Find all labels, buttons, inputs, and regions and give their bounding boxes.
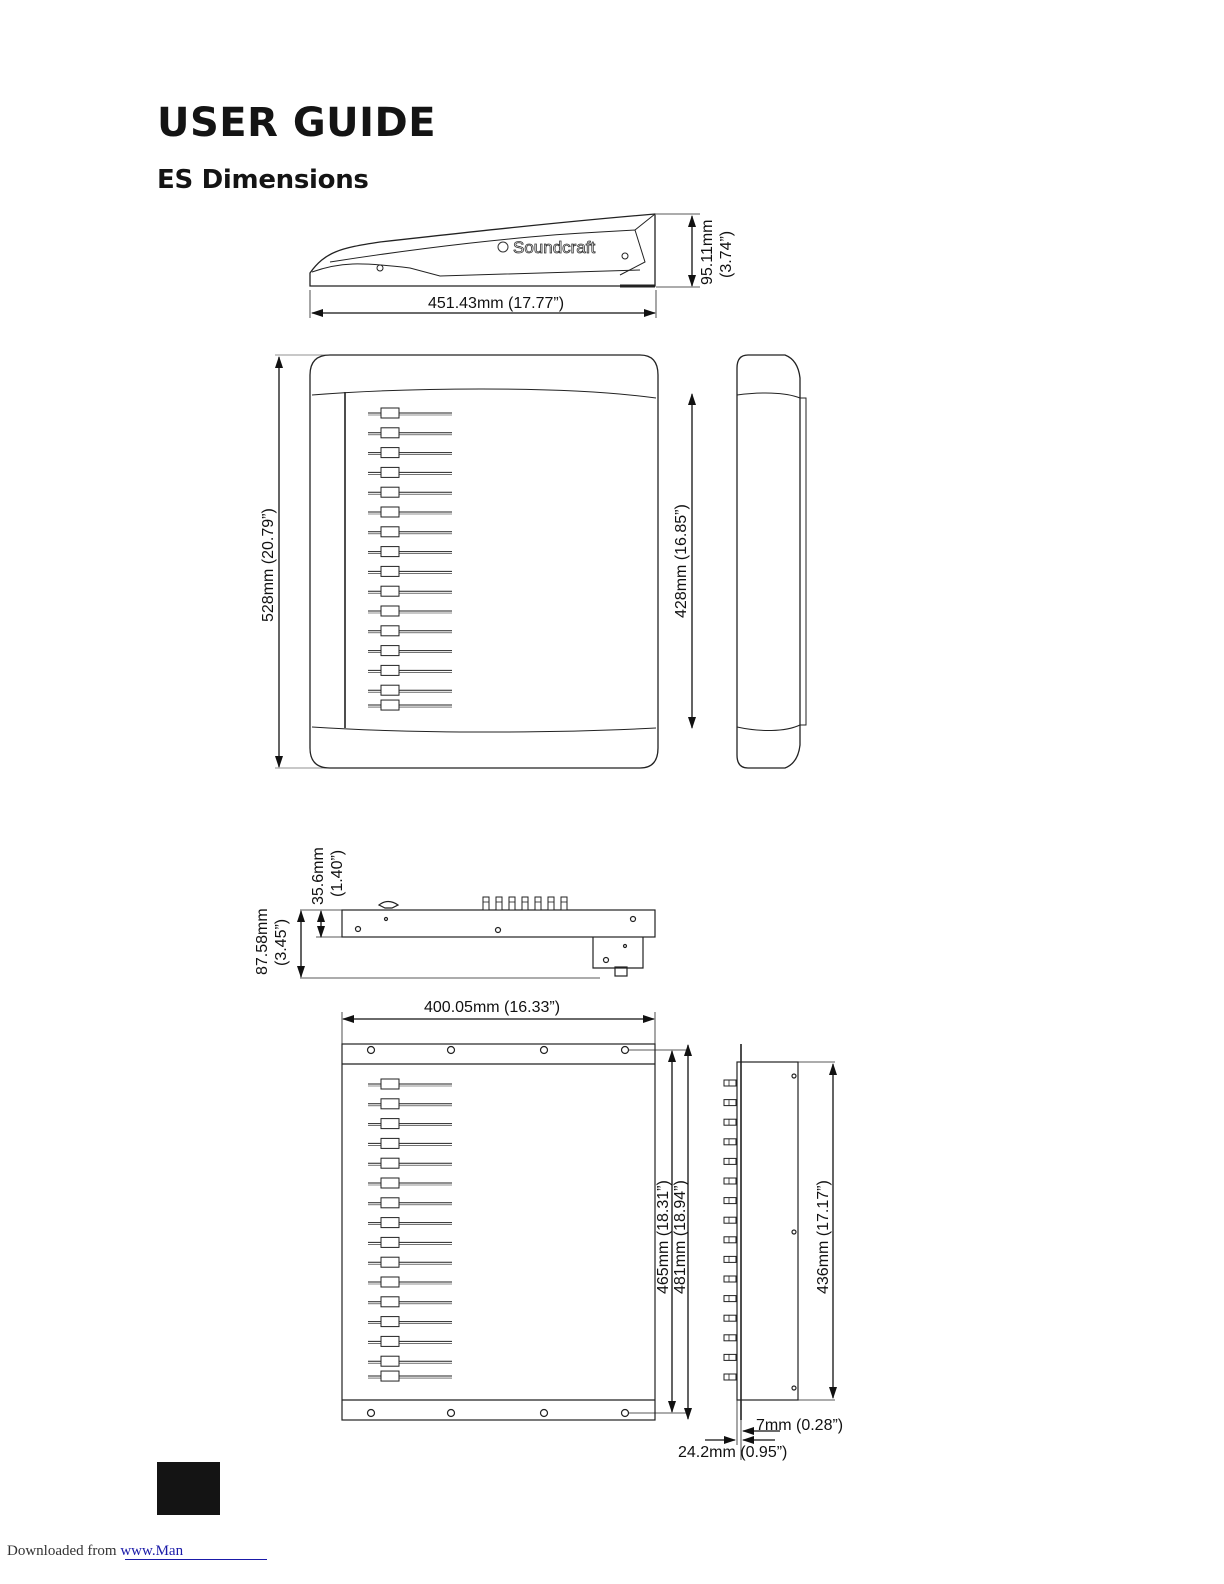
fader-track bbox=[368, 1099, 452, 1109]
rack-width-label: 400.05mm (16.33”) bbox=[424, 999, 561, 1016]
rack-total-mm-label: 87.58mm bbox=[254, 908, 271, 975]
fader-track bbox=[368, 507, 452, 517]
rack-edge-jacks bbox=[724, 1080, 736, 1380]
fader-knob bbox=[381, 1178, 399, 1188]
rack-outer-label: 481mm (18.94”) bbox=[672, 1180, 689, 1294]
rack-upper-in-label: (1.40”) bbox=[329, 849, 346, 897]
fader-knob bbox=[381, 1297, 399, 1307]
download-footer bbox=[7, 1543, 183, 1560]
fader-knob bbox=[381, 1099, 399, 1109]
fader-knob bbox=[381, 1277, 399, 1287]
fader-knob bbox=[381, 448, 399, 458]
fader-track bbox=[368, 586, 452, 596]
fader-knob bbox=[381, 685, 399, 695]
fader-track bbox=[368, 606, 452, 616]
connector-jack bbox=[535, 897, 541, 910]
fader-track bbox=[368, 448, 452, 458]
connector-jack bbox=[724, 1374, 736, 1380]
connector-jack bbox=[724, 1354, 736, 1360]
connector-jack bbox=[724, 1276, 736, 1282]
fader-track bbox=[368, 1317, 452, 1327]
fader-track bbox=[368, 1257, 452, 1267]
fader-knob bbox=[381, 1079, 399, 1089]
console-top-view bbox=[310, 355, 658, 768]
top-panel-label: 428mm (16.85”) bbox=[673, 504, 690, 618]
fader-knob bbox=[381, 467, 399, 477]
fader-knob bbox=[381, 665, 399, 675]
edge-height-label: 436mm (17.17”) bbox=[815, 1180, 832, 1294]
fader-knob bbox=[381, 1356, 399, 1366]
rack-side-jacks bbox=[483, 897, 567, 910]
connector-jack bbox=[724, 1158, 736, 1164]
edge-offset-label: 7mm (0.28”) bbox=[756, 1417, 844, 1434]
connector-jack bbox=[724, 1237, 736, 1243]
fader-track bbox=[368, 408, 452, 418]
connector-jack bbox=[724, 1100, 736, 1106]
profile-width-label: 451.43mm (17.77”) bbox=[428, 295, 565, 312]
fader-track bbox=[368, 1119, 452, 1129]
connector-jack bbox=[724, 1217, 736, 1223]
fader-knob bbox=[381, 586, 399, 596]
fader-knob bbox=[381, 1218, 399, 1228]
fader-knob bbox=[381, 566, 399, 576]
fader-knob bbox=[381, 1138, 399, 1148]
fader-track bbox=[368, 527, 452, 537]
fader-track bbox=[368, 1277, 452, 1287]
fader-knob bbox=[381, 527, 399, 537]
fader-track bbox=[368, 646, 452, 656]
connector-jack bbox=[724, 1139, 736, 1145]
fader-knob bbox=[381, 606, 399, 616]
fader-knob bbox=[381, 1119, 399, 1129]
section-heading: ES Dimensions bbox=[157, 165, 369, 195]
connector-jack bbox=[561, 897, 567, 910]
connector-jack bbox=[724, 1198, 736, 1204]
connector-jack bbox=[724, 1080, 736, 1086]
footer-link-underline bbox=[125, 1559, 267, 1560]
top-depth-label: 528mm (20.79”) bbox=[260, 508, 277, 622]
fader-track bbox=[368, 428, 452, 438]
fader-track bbox=[368, 547, 452, 557]
fader-knob bbox=[381, 1198, 399, 1208]
fader-knob bbox=[381, 700, 399, 710]
fader-knob bbox=[381, 507, 399, 517]
fader-track bbox=[368, 700, 452, 710]
connector-jack bbox=[724, 1296, 736, 1302]
fader-track bbox=[368, 1237, 452, 1247]
footer-link[interactable]: www.Man bbox=[120, 1543, 184, 1559]
fader-knob bbox=[381, 626, 399, 636]
fader-knob bbox=[381, 408, 399, 418]
fader-knob bbox=[381, 487, 399, 497]
fader-track bbox=[368, 1356, 452, 1366]
page-title: USER GUIDE bbox=[157, 100, 437, 146]
page-number-block bbox=[157, 1462, 220, 1515]
connector-jack bbox=[509, 897, 515, 910]
connector-jack bbox=[724, 1119, 736, 1125]
fader-track bbox=[368, 487, 452, 497]
fader-track bbox=[368, 1218, 452, 1228]
connector-jack bbox=[724, 1315, 736, 1321]
rack-side-view bbox=[300, 902, 655, 979]
connector-jack bbox=[724, 1178, 736, 1184]
fader-track bbox=[368, 685, 452, 695]
connector-jack bbox=[548, 897, 554, 910]
connector-jack bbox=[483, 897, 489, 910]
rack-total-in-label: (3.45”) bbox=[273, 918, 290, 966]
fader-track bbox=[368, 1138, 452, 1148]
rack-inner-label: 465mm (18.31”) bbox=[655, 1180, 672, 1294]
brand-logo-mark bbox=[498, 242, 508, 252]
connector-jack bbox=[724, 1335, 736, 1341]
fader-track bbox=[368, 1178, 452, 1188]
fader-knob bbox=[381, 428, 399, 438]
console-end-view bbox=[737, 355, 806, 768]
brand-logo: Soundcraft bbox=[513, 238, 596, 257]
fader-track bbox=[368, 467, 452, 477]
fader-track bbox=[368, 1371, 452, 1381]
fader-knob bbox=[381, 1158, 399, 1168]
fader-track bbox=[368, 566, 452, 576]
fader-knob bbox=[381, 1371, 399, 1381]
fader-track bbox=[368, 626, 452, 636]
fader-track bbox=[368, 1079, 452, 1089]
top-view-faders bbox=[368, 408, 452, 710]
fader-knob bbox=[381, 646, 399, 656]
fader-knob bbox=[381, 1317, 399, 1327]
connector-jack bbox=[496, 897, 502, 910]
fader-track bbox=[368, 1198, 452, 1208]
profile-height-in-label: (3.74”) bbox=[718, 230, 735, 278]
connector-jack bbox=[522, 897, 528, 910]
fader-knob bbox=[381, 547, 399, 557]
fader-knob bbox=[381, 1237, 399, 1247]
fader-track bbox=[368, 1158, 452, 1168]
rack-upper-mm-label: 35.6mm bbox=[310, 847, 327, 905]
fader-knob bbox=[381, 1257, 399, 1267]
fader-track bbox=[368, 665, 452, 675]
footer-prefix: Downloaded from bbox=[7, 1543, 117, 1559]
rack-front-faders bbox=[368, 1079, 452, 1381]
connector-jack bbox=[724, 1256, 736, 1262]
fader-track bbox=[368, 1297, 452, 1307]
fader-knob bbox=[381, 1336, 399, 1346]
profile-height-mm-label: 95.11mm bbox=[699, 219, 716, 285]
edge-depth-label: 24.2mm (0.95”) bbox=[678, 1444, 788, 1461]
fader-track bbox=[368, 1336, 452, 1346]
